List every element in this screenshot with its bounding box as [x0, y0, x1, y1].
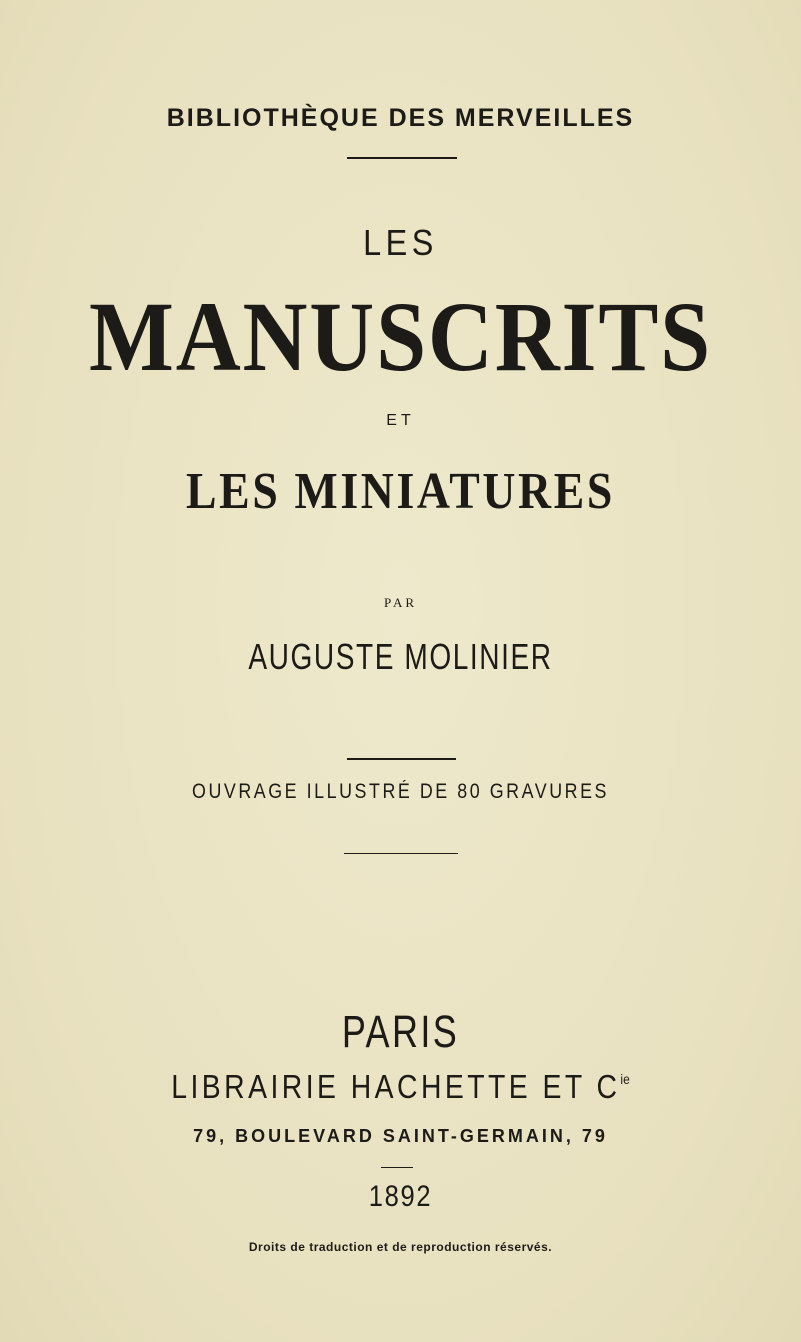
illustrations-note: OUVRAGE ILLUSTRÉ DE 80 GRAVURES [192, 780, 609, 803]
title-conjunction: ET [386, 412, 415, 429]
divider-rule-lower [344, 853, 458, 854]
series-title: BIBLIOTHÈQUE DES MERVEILLES [166, 104, 635, 132]
publisher-superscript: ie [620, 1071, 630, 1087]
publication-year: 1892 [368, 1180, 433, 1213]
publication-city: PARIS [341, 1006, 460, 1057]
publisher-name [56, 1068, 745, 1106]
main-title: MANUSCRITS [88, 281, 713, 392]
subtitle: LES MINIATURES [186, 463, 615, 520]
divider-rule-short [381, 1167, 413, 1168]
divider-rule-middle [347, 758, 456, 760]
author-name: AUGUSTE MOLINIER [248, 636, 553, 677]
publisher-address: 79, BOULEVARD SAINT-GERMAIN, 79 [193, 1126, 608, 1146]
rights-notice: Droits de traduction et de reproduction réservés. [248, 1240, 553, 1254]
by-label: PAR [383, 595, 418, 610]
title-article: LES [363, 222, 438, 263]
publisher-text: LIBRAIRIE HACHETTE ET C [171, 1068, 621, 1105]
divider-rule-top [347, 157, 457, 159]
